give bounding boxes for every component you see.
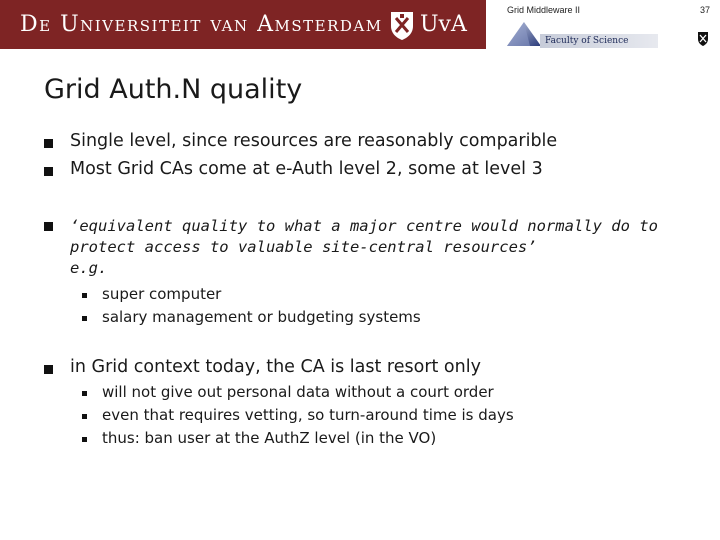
subbullet-text: will not give out personal data without a court order [102,383,494,401]
bullet-text: in Grid context today, the CA is last resort only [70,357,481,377]
subbullet-text: even that requires vetting, so turn-around time is days [102,406,514,424]
subbullet-text: salary management or budgeting systems [102,308,421,326]
bullet-text: Most Grid CAs come at e-Auth level 2, some at level 3 [70,159,543,179]
mini-crest-icon [697,31,709,46]
bullet-text: Single level, since resources are reasonably comparible [70,131,558,151]
subbullet-marker [82,293,87,298]
presentation-title: Grid Middleware II [507,5,581,15]
subbullet-marker [82,391,87,396]
subbullet-marker [82,316,87,321]
faculty-name: Faculty of Science [545,36,629,46]
quote-text [70,216,658,279]
bullet-marker [44,139,53,148]
bullet-marker [44,167,53,176]
slide-title: Grid Auth.N quality [44,74,303,105]
quote-line: e.g. [70,259,108,277]
subbullet-marker [82,414,87,419]
bullet-marker [44,222,53,231]
uva-crest-icon [389,10,415,40]
page-number: 37 [699,5,710,15]
university-banner [0,0,486,49]
subbullet-text: super computer [102,285,222,303]
quote-line: ‘equivalent quality to what a major centre would normally do to [70,217,658,235]
quote-line: protect access to valuable site-central resources’ [70,238,537,256]
subbullet-text: thus: ban user at the AuthZ level (in the VO) [102,429,437,447]
subbullet-marker [82,437,87,442]
pyramid-icon [506,21,542,48]
university-name: De Universiteit van Amsterdam [20,12,383,37]
uva-logo-text: UvA [420,12,467,37]
bullet-marker [44,365,53,374]
